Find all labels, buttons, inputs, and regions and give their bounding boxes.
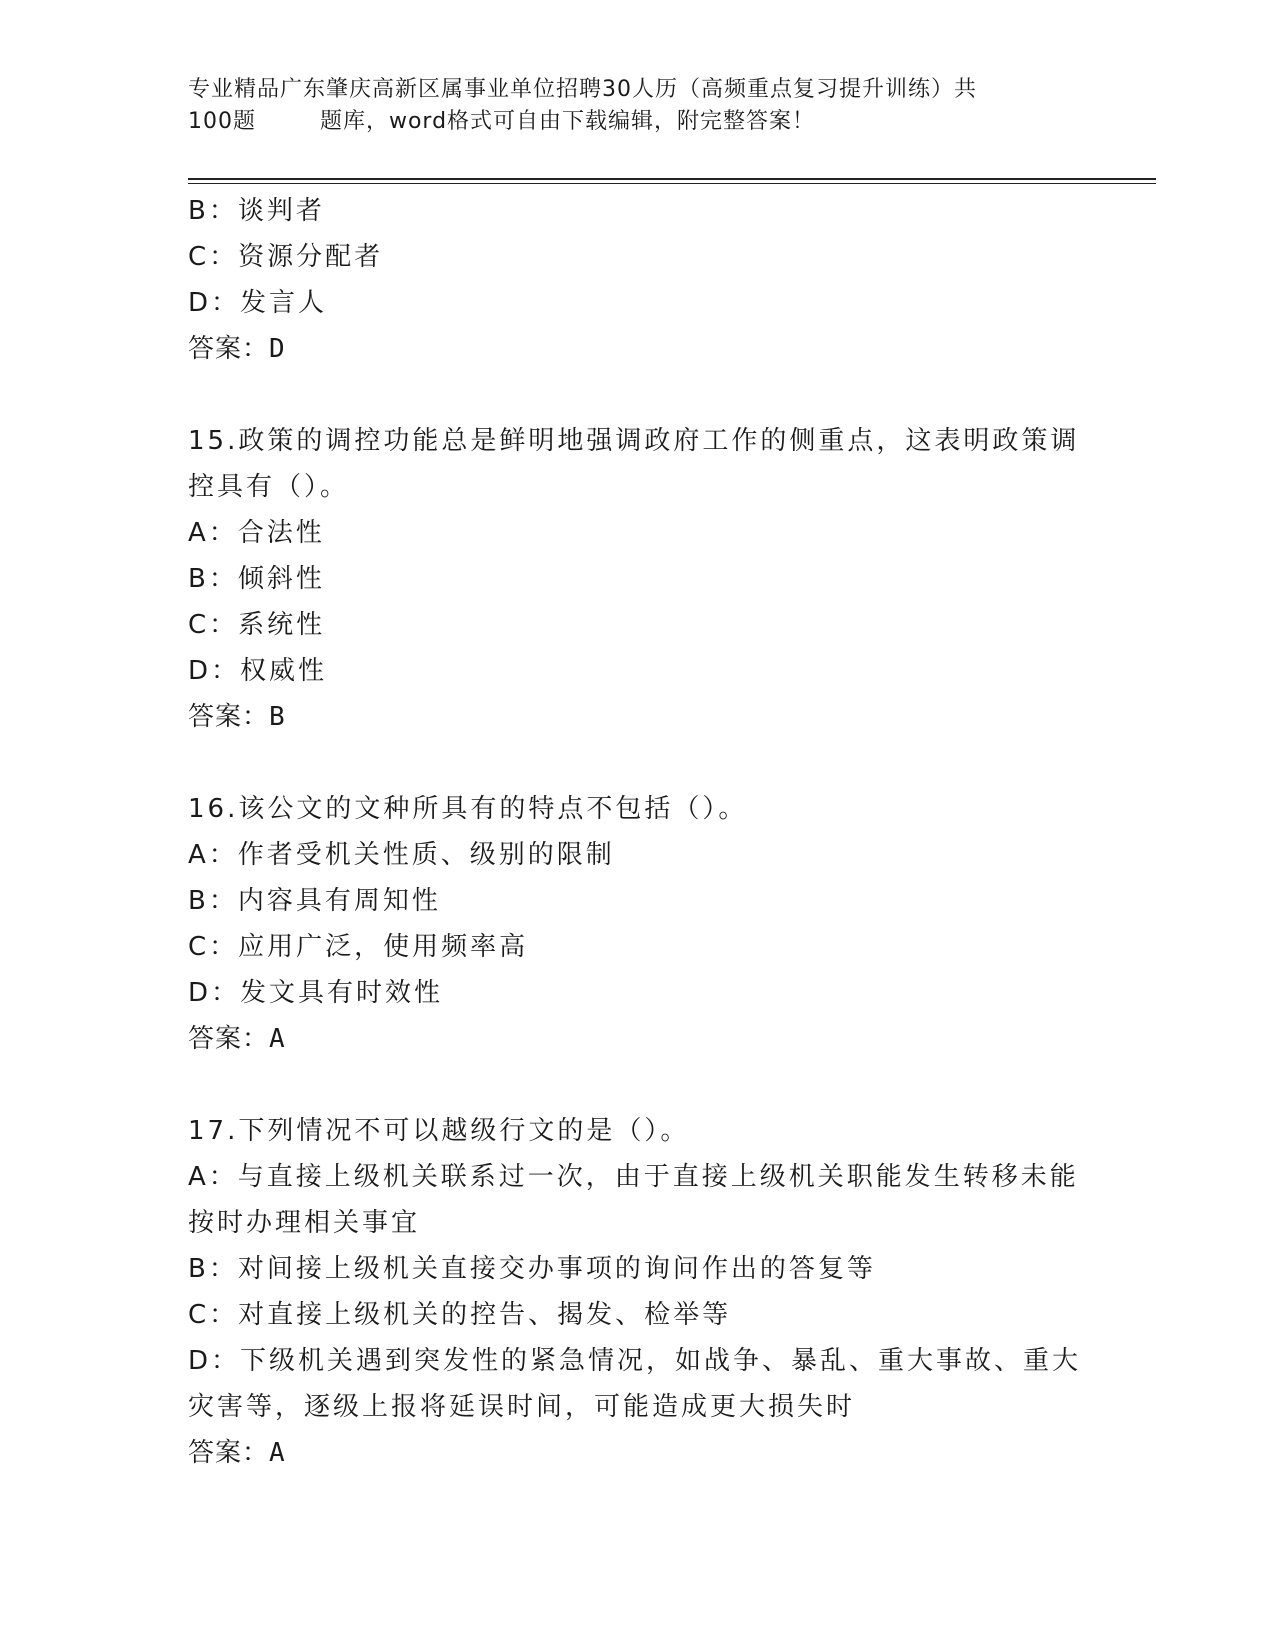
option-a: A：合法性 [188,518,325,548]
header-rule-thin [188,183,1156,184]
option-d: D：下级机关遇到突发性的紧急情况，如战争、暴乱、重大事故、重大 [188,1346,1082,1376]
answer: 答案：B [188,702,286,732]
option-c: C：系统性 [188,610,326,640]
option-a: A：与直接上级机关联系过一次，由于直接上级机关职能发生转移未能 [188,1162,1079,1192]
answer: 答案：A [188,1438,286,1468]
question-title-line: 17.下列情况不可以越级行文的是（）。 [188,1116,690,1146]
option-d: D：发言人 [188,288,328,318]
option-a: A：作者受机关性质、级别的限制 [188,840,615,870]
option-b: B：谈判者 [188,196,325,226]
question-15 [188,418,1088,740]
option-d: D：发文具有时效性 [188,978,444,1008]
document-body [188,188,1088,1476]
option-b: B：对间接上级机关直接交办事项的询问作出的答复等 [188,1254,876,1284]
answer: 答案：A [188,1024,286,1054]
question-17 [188,1108,1088,1476]
document-header [188,74,1088,138]
answer: 答案：D [188,334,286,364]
spacer [188,740,1088,786]
option-d: D：权威性 [188,656,328,686]
option-d-continued: 灾害等，逐级上报将延误时间，可能造成更大损失时 [188,1392,856,1422]
question-title-line: 16.该公文的文种所具有的特点不包括（）。 [188,794,748,824]
header-count: 100题 [188,109,256,134]
question-title-line: 控具有（）。 [188,472,350,502]
header-description: 题库，word格式可自由下载编辑，附完整答案！ [319,109,816,134]
option-b: B：内容具有周知性 [188,886,441,916]
question-title-line: 15.政策的调控功能总是鲜明地强调政府工作的侧重点，这表明政策调 [188,426,1080,456]
option-c: C：应用广泛，使用频率高 [188,932,529,962]
option-c: C：对直接上级机关的控告、揭发、检举等 [188,1300,732,1330]
header-line-1: 专业精品广东肇庆高新区属事业单位招聘30人历（高频重点复习提升训练）共 [188,77,977,102]
spacer [188,372,1088,418]
header-rule-thick [188,178,1156,180]
option-c: C：资源分配者 [188,242,384,272]
header-line-2 [188,106,1088,138]
spacer [188,1062,1088,1108]
option-a-continued: 按时办理相关事宜 [188,1208,421,1238]
question-14-continued [188,188,1088,372]
option-b: B：倾斜性 [188,564,325,594]
question-16 [188,786,1088,1062]
